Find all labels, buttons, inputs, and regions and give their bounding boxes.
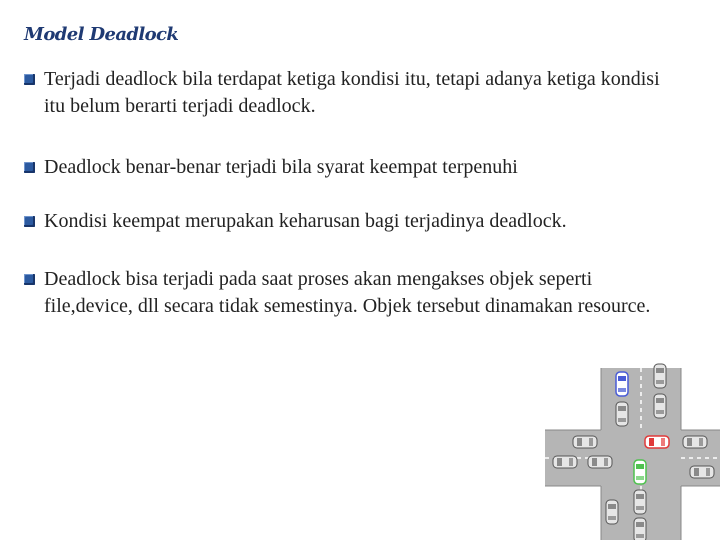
blue-car <box>616 372 628 396</box>
bullet-list <box>24 66 684 347</box>
car <box>634 518 646 540</box>
car <box>606 500 618 524</box>
bullet-item <box>24 266 684 320</box>
car <box>553 456 577 468</box>
car <box>690 466 714 478</box>
bullet-text: Kondisi keempat merupakan keharusan bagi terjadinya deadlock. <box>44 210 567 232</box>
car <box>616 402 628 426</box>
square-bullet-icon <box>24 74 35 85</box>
bullet-text: Deadlock bisa terjadi pada saat proses akan mengakses objek seperti file,device, dll secara tidak semestinya. Objek tersebut dinamakan resource. <box>44 268 651 317</box>
bullet-text: Deadlock benar-benar terjadi bila syarat keempat terpenuhi <box>44 156 518 178</box>
car <box>683 436 707 448</box>
car <box>573 436 597 448</box>
green-car <box>634 460 646 484</box>
bullet-item <box>24 66 684 120</box>
red-car <box>645 436 669 448</box>
car <box>654 394 666 418</box>
traffic-intersection-illustration <box>540 362 720 540</box>
square-bullet-icon <box>24 216 35 227</box>
bullet-text: Terjadi deadlock bila terdapat ketiga kondisi itu, tetapi adanya ketiga kondisi itu belum berarti terjadi deadlock. <box>44 68 660 117</box>
car <box>634 490 646 514</box>
bullet-item <box>24 208 684 235</box>
slide-title: Model Deadlock <box>24 24 179 45</box>
bullet-item <box>24 154 684 181</box>
square-bullet-icon <box>24 162 35 173</box>
car <box>588 456 612 468</box>
square-bullet-icon <box>24 274 35 285</box>
car <box>654 364 666 388</box>
